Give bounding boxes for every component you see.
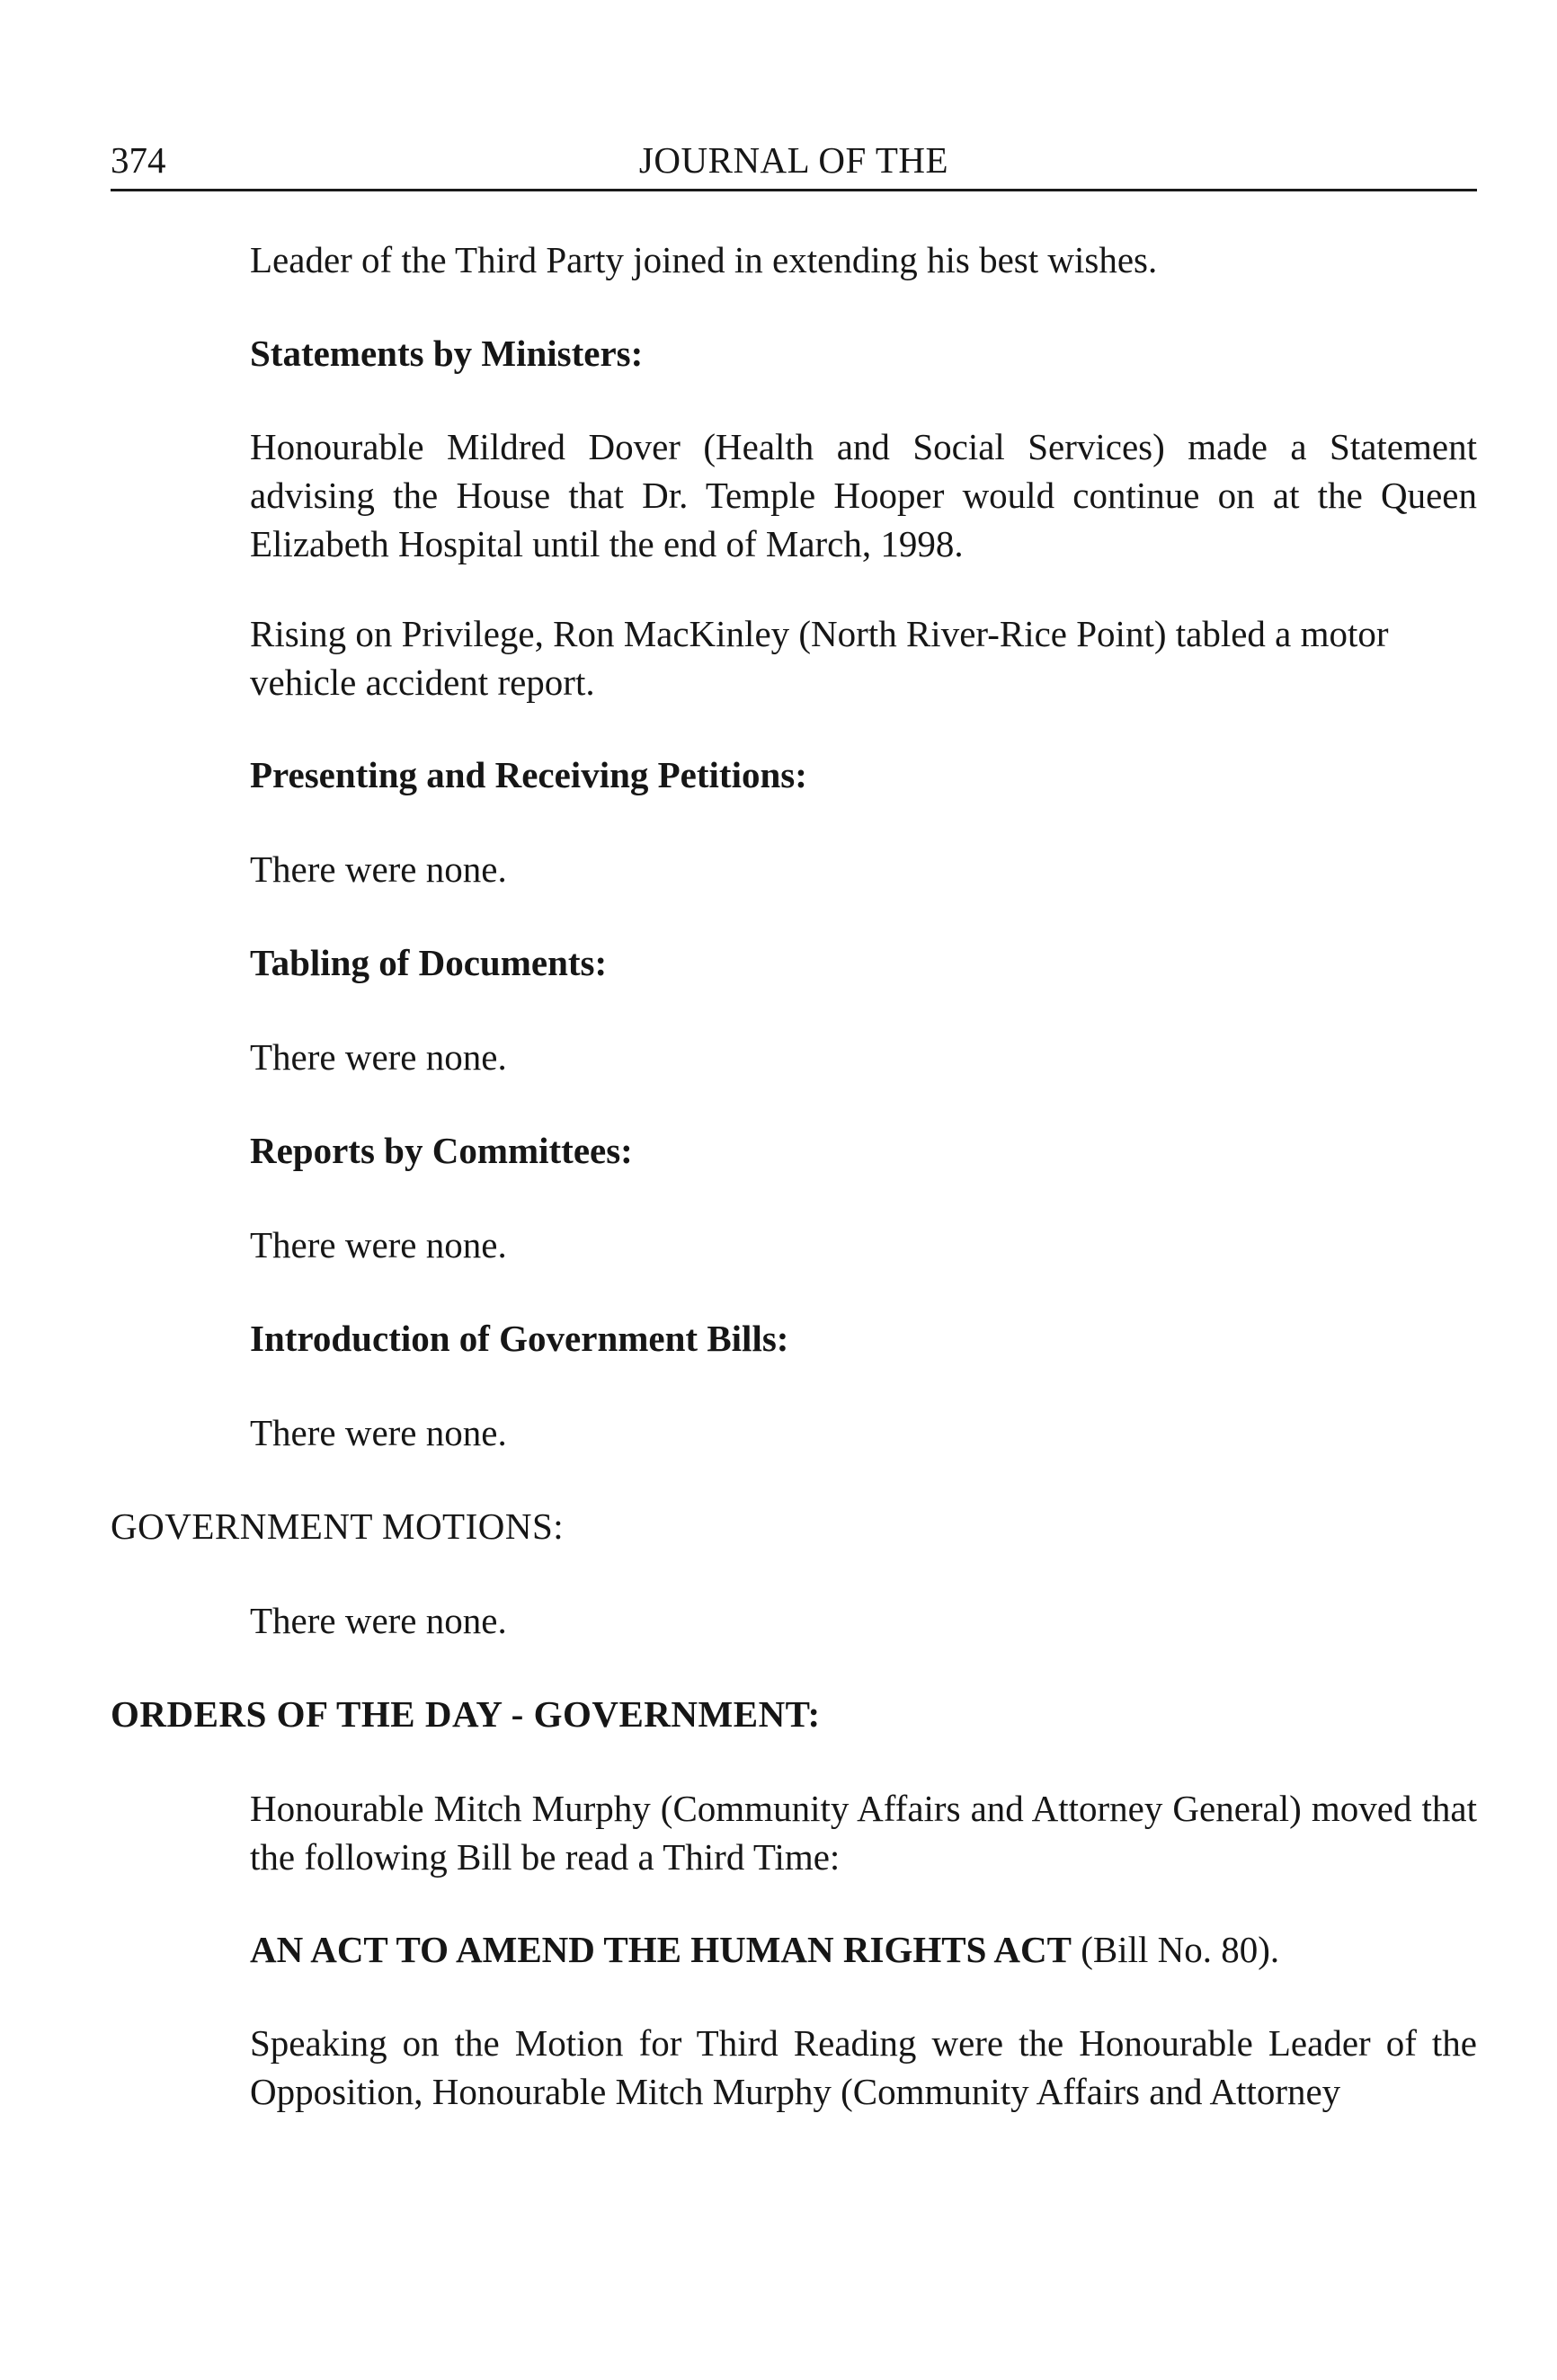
header-rule — [111, 189, 1477, 191]
heading-reports-by-committees: Reports by Committees: — [250, 1130, 633, 1171]
paragraph-none-tabling: There were none. — [250, 1036, 507, 1078]
paragraph-none-bills: There were none. — [250, 1412, 507, 1453]
heading-statements-by-ministers: Statements by Ministers: — [250, 333, 644, 374]
bill-reference — [250, 1925, 1477, 1974]
paragraph-speaking-third-reading: Speaking on the Motion for Third Reading were the Honourable Leader of the Opposition, Honourable Mitch Murphy (Community Affairs and Attorney — [250, 2022, 1477, 2112]
page-header — [111, 135, 1477, 185]
bill-title: AN ACT TO AMEND THE HUMAN RIGHTS ACT — [250, 1929, 1072, 1970]
heading-tabling-of-documents: Tabling of Documents: — [250, 942, 608, 983]
page-number: 374 — [111, 139, 166, 181]
paragraph-leader-wishes: Leader of the Third Party joined in extending his best wishes. — [250, 239, 1158, 280]
paragraph-none-motions: There were none. — [250, 1600, 507, 1641]
running-head: JOURNAL OF THE — [638, 139, 949, 181]
heading-petitions: Presenting and Receiving Petitions: — [250, 754, 807, 795]
paragraph-none-petitions: There were none. — [250, 848, 507, 890]
heading-orders-of-the-day: ORDERS OF THE DAY - GOVERNMENT: — [111, 1693, 821, 1735]
paragraph-murphy-motion: Honourable Mitch Murphy (Community Affairs and Attorney General) moved that the following Bill be read a Third Time: — [250, 1788, 1477, 1878]
paragraph-privilege: Rising on Privilege, Ron MacKinley (North River-Rice Point) tabled a motor vehicle accident report. — [250, 613, 1389, 703]
paragraph-dover-statement: Honourable Mildred Dover (Health and Social Services) made a Statement advising the House that Dr. Temple Hooper would continue on at the Queen Elizabeth Hospital until the end of March, 1998. — [250, 426, 1477, 564]
heading-introduction-of-bills: Introduction of Government Bills: — [250, 1318, 789, 1359]
bill-number: (Bill No. 80). — [1071, 1929, 1280, 1970]
heading-government-motions: GOVERNMENT MOTIONS: — [111, 1505, 565, 1547]
paragraph-none-reports: There were none. — [250, 1224, 507, 1265]
